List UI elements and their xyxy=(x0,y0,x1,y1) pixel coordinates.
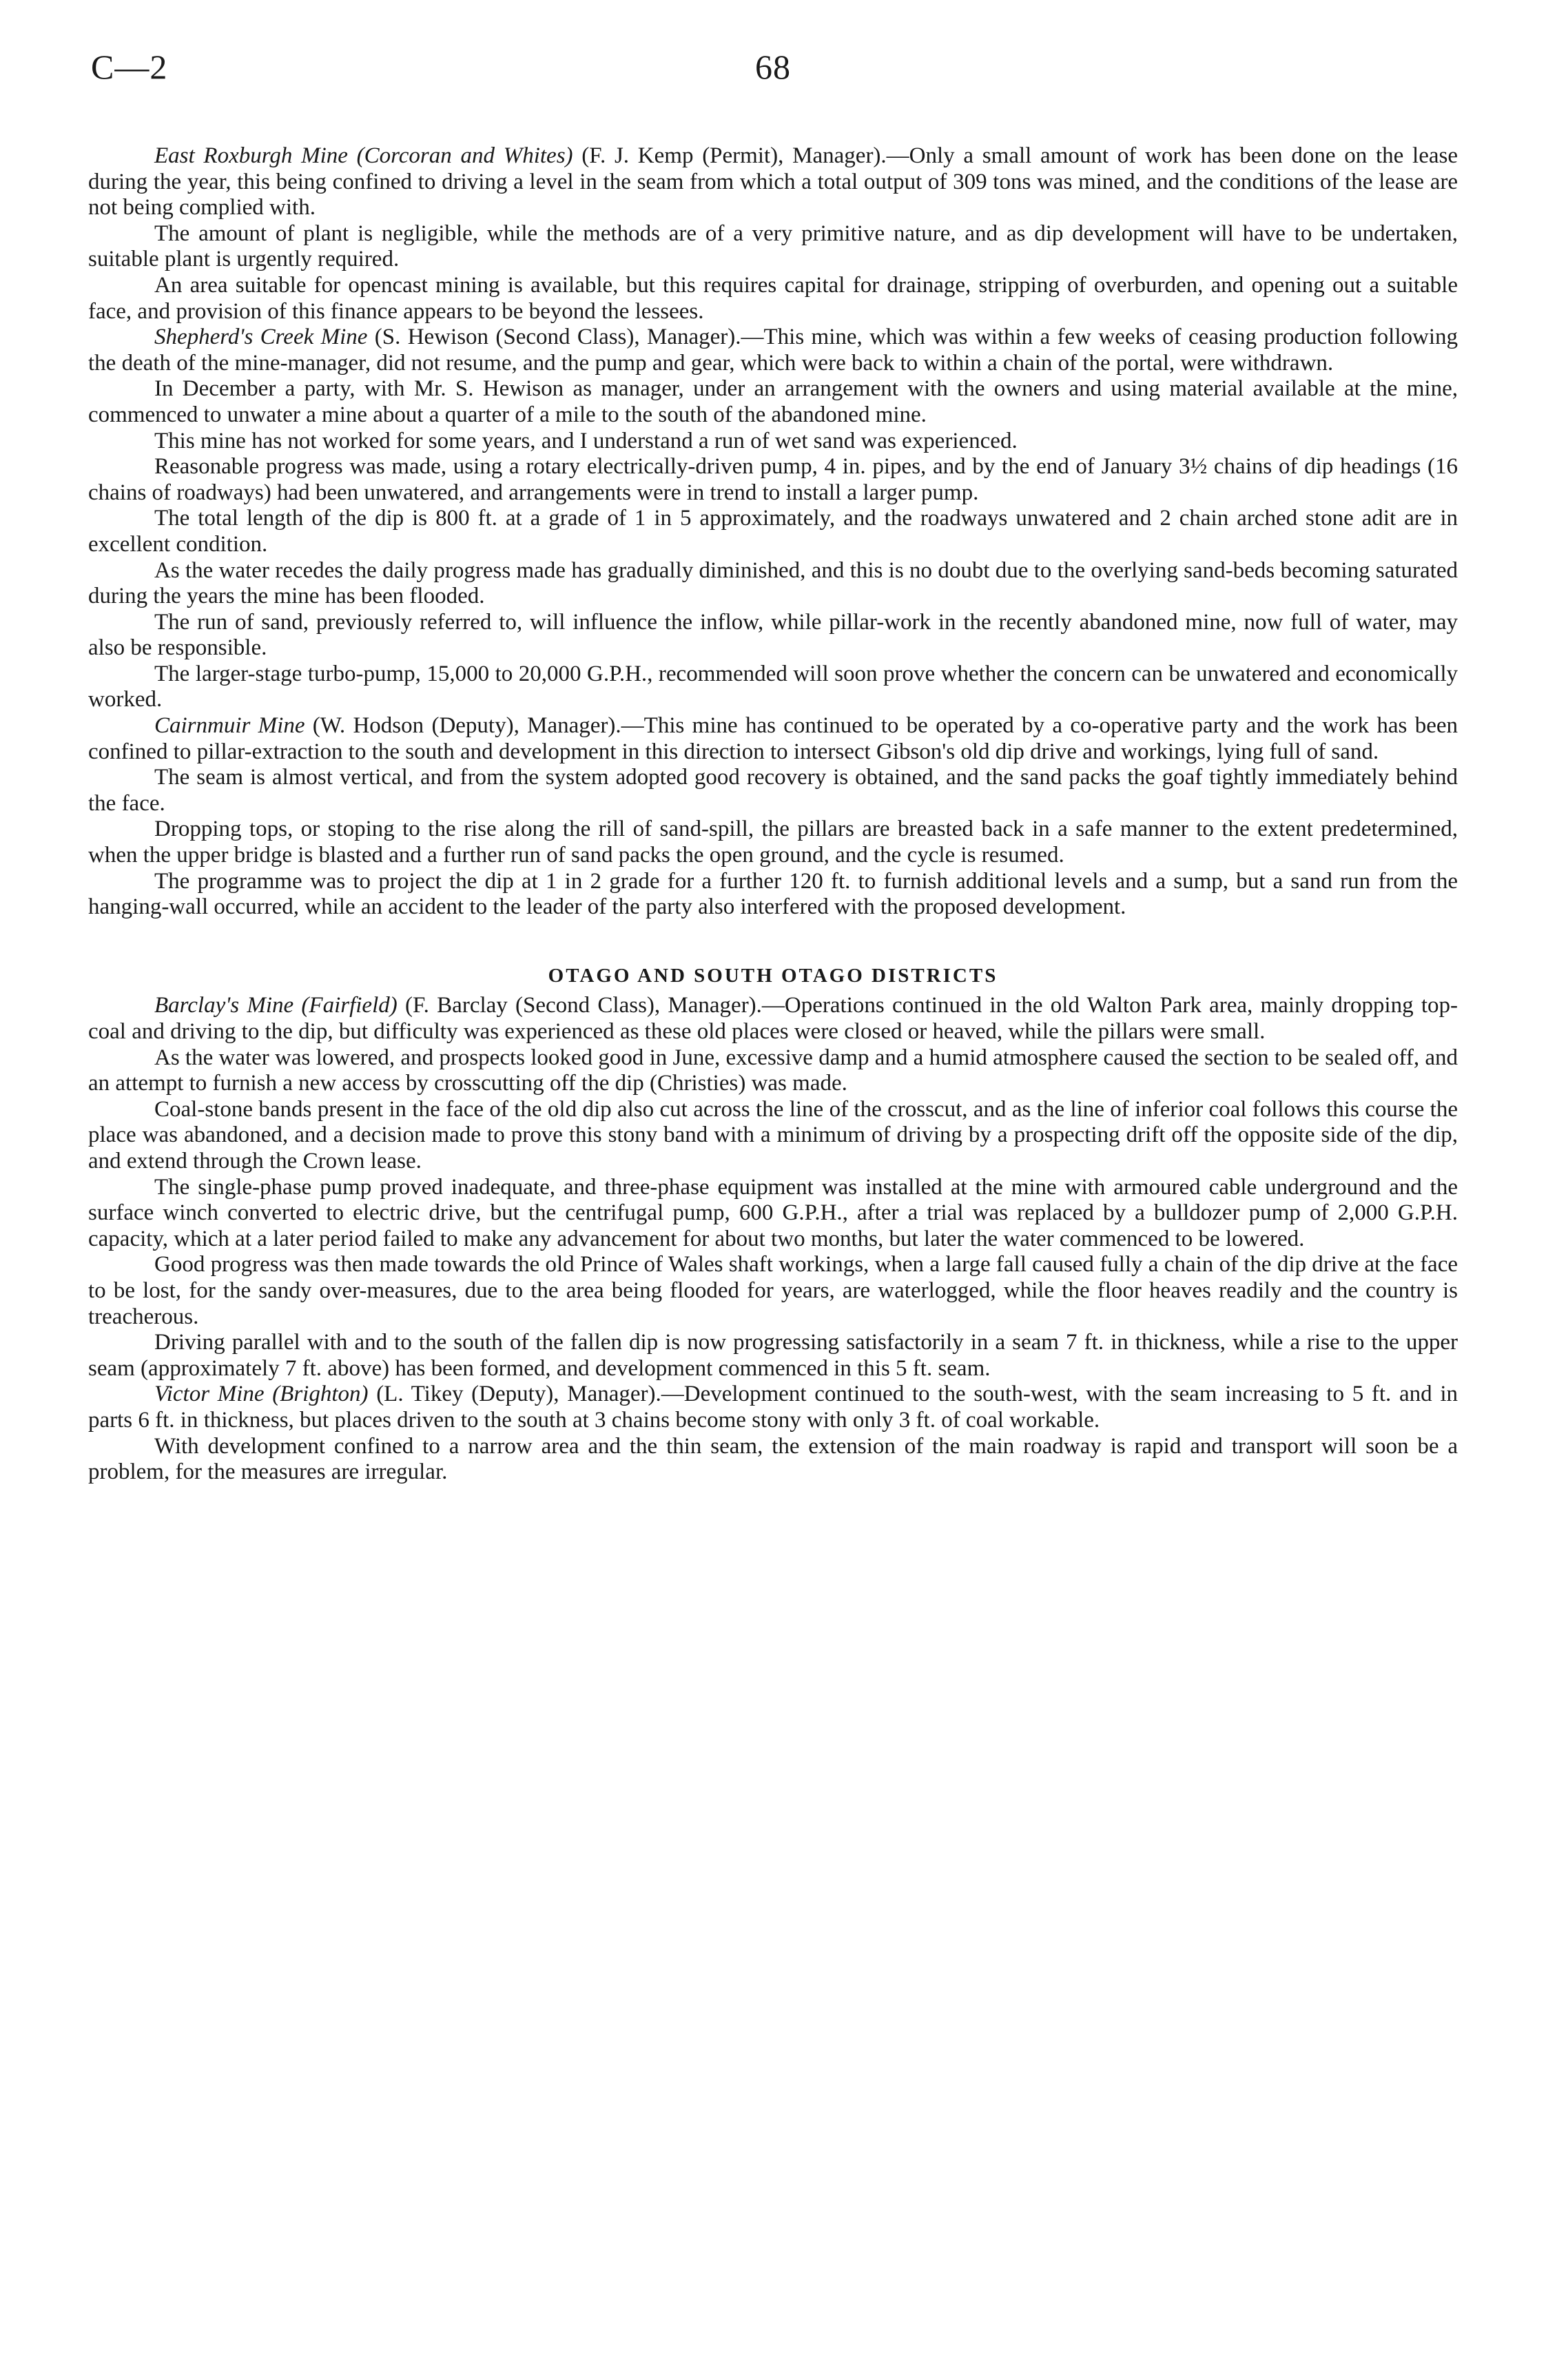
paragraph: An area suitable for opencast mining is available, but this requires capital for drainage, stripping of overburden, and opening out a suitable face, and provision of this finance appears to be beyond the lessees. xyxy=(88,272,1458,324)
paragraph: The amount of plant is negligible, while the methods are of a very primitive nature, and as dip development will have to be undertaken, suitable plant is urgently required. xyxy=(88,220,1458,272)
paragraph: Dropping tops, or stoping to the rise along the rill of sand-spill, the pillars are breasted back in a safe manner to the extent predetermined, when the upper bridge is blasted and a further run of sand packs the open ground, and the cycle is resumed. xyxy=(88,817,1458,868)
page-number: 68 xyxy=(755,48,791,86)
section-heading: OTAGO AND SOUTH OTAGO DISTRICTS xyxy=(548,964,998,987)
paragraph: The programme was to project the dip at 1 in 2 grade for a further 120 ft. to furnish additional levels and a sump, but a sand run from the hanging-wall occurred, while an accident to the leader of the party also interfered with the proposed development. xyxy=(88,868,1458,920)
paragraph: As the water recedes the daily progress made has gradually diminished, and this is no doubt due to the overlying sand-beds becoming saturated during the years the mine has been flooded. xyxy=(88,557,1458,609)
paragraph: With development confined to a narrow area and the thin seam, the extension of the main roadway is rapid and transport will soon be a problem, for the measures are irregular. xyxy=(88,1433,1458,1485)
paragraph: Cairnmuir Mine (W. Hodson (Deputy), Manager).—This mine has continued to be operated by a co-operative party and the work has been confined to pillar-extraction to the south and development in this direction to intersect Gibson's old dip drive and workings, lying full of sand. xyxy=(88,713,1458,764)
paragraph: This mine has not worked for some years, and I understand a run of wet sand was experienced. xyxy=(154,428,1018,453)
report-body xyxy=(88,143,1458,1486)
paragraph: Coal-stone bands present in the face of the old dip also cut across the line of the crosscut, and as the line of inferior coal follows this course the place was abandoned, and a decision made to prove this stony band with a minimum of driving by a prospecting drift off the opposite side of the dip, and extend through the Crown lease. xyxy=(88,1096,1458,1173)
mine-title: Barclay's Mine (Fairfield) xyxy=(154,993,398,1018)
mine-title: East Roxburgh Mine (Corcoran and Whites) xyxy=(154,143,573,168)
paragraph: Barclay's Mine (Fairfield) (F. Barclay (Second Class), Manager).—Operations continued in the old Walton Park area, mainly dropping top-coal and driving to the dip, but difficulty was experienced as these old places were closed or heaved, while the pillars were small. xyxy=(88,993,1458,1044)
paragraph: The total length of the dip is 800 ft. at a grade of 1 in 5 approximately, and the roadways unwatered and 2 chain arched stone adit are in excellent condition. xyxy=(88,506,1458,557)
paragraph: Good progress was then made towards the old Prince of Wales shaft workings, when a large fall caused fully a chain of the dip drive at the face to be lost, for the sandy over-measures, due to the area being flooded for years, are waterlogged, while the floor heaves readily and the country is treacherous. xyxy=(88,1252,1458,1329)
paragraph: The run of sand, previously referred to, will influence the inflow, while pillar-work in the recently abandoned mine, now full of water, may also be responsible. xyxy=(88,609,1458,661)
paragraph: The larger-stage turbo-pump, 15,000 to 20,000 G.P.H., recommended will soon prove whether the concern can be unwatered and economically worked. xyxy=(88,661,1458,712)
paragraph: East Roxburgh Mine (Corcoran and Whites) (F. J. Kemp (Permit), Manager).—Only a small amount of work has been done on the lease during the year, this being confined to driving a level in the seam from which a total output of 309 tons was mined, and the conditions of the lease are not being complied with. xyxy=(88,143,1458,220)
paragraph: Victor Mine (Brighton) (L. Tikey (Deputy), Manager).—Development continued to the south-west, with the seam increasing to 5 ft. and in parts 6 ft. in thickness, but places driven to the south at 3 chains become stony with only 3 ft. of coal workable. xyxy=(88,1382,1458,1433)
paragraph: Shepherd's Creek Mine (S. Hewison (Second Class), Manager).—This mine, which was within a few weeks of ceasing production following the death of the mine-manager, did not resume, and the pump and gear, which were back to within a chain of the portal, were withdrawn. xyxy=(88,325,1458,376)
paragraph: Reasonable progress was made, using a rotary electrically-driven pump, 4 in. pipes, and by the end of January 3½ chains of dip headings (16 chains of roadways) had been unwatered, and arrangements were in trend to install a larger pump. xyxy=(88,454,1458,505)
paragraph: The seam is almost vertical, and from the system adopted good recovery is obtained, and the sand packs the goaf tightly immediately behind the face. xyxy=(88,765,1458,816)
paragraph: In December a party, with Mr. S. Hewison as manager, under an arrangement with the owners and using material available at the mine, commenced to unwater a mine about a quarter of a mile to the south of the abandoned mine. xyxy=(88,376,1458,427)
paragraph: The single-phase pump proved inadequate, and three-phase equipment was installed at the mine with armoured cable underground and the surface winch converted to electric drive, but the centrifugal pump, 600 G.P.H., after a trial was replaced by a bulldozer pump of 2,000 G.P.H. capacity, which at a later period failed to make any advancement for about two months, but later the water commenced to be lowered. xyxy=(88,1174,1458,1251)
mine-title: Shepherd's Creek Mine xyxy=(154,325,368,350)
mine-title: Victor Mine (Brighton) xyxy=(154,1382,369,1407)
page-header xyxy=(0,47,1546,95)
report-code: C—2 xyxy=(91,48,168,86)
mine-title: Cairnmuir Mine xyxy=(154,713,305,739)
paragraph: Driving parallel with and to the south of the fallen dip is now progressing satisfactorily in a seam 7 ft. in thickness, while a rise to the upper seam (approximately 7 ft. above) has been formed, and development commenced in this 5 ft. seam. xyxy=(88,1330,1458,1381)
paragraph: As the water was lowered, and prospects looked good in June, excessive damp and a humid atmosphere caused the section to be sealed off, and an attempt to furnish a new access by crosscutting off the dip (Christies) was made. xyxy=(88,1045,1458,1096)
